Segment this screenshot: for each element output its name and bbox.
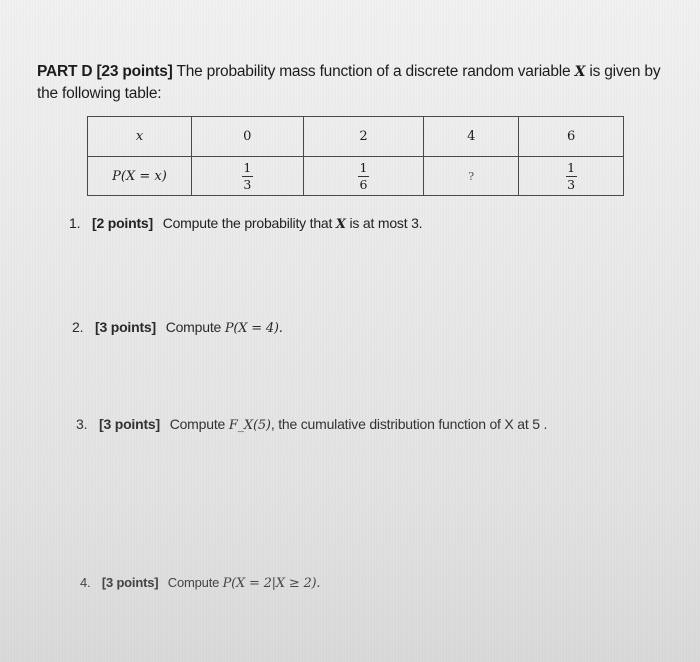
question-points: [3 points] — [94, 319, 156, 335]
numerator: 1 — [243, 159, 252, 175]
table-row-prob — [88, 157, 624, 196]
question-text: Compute — [165, 319, 222, 335]
question-points: [3 points] — [98, 416, 160, 432]
question-number: 1. — [69, 215, 81, 231]
prob-cell-unknown — [424, 157, 519, 196]
problem-intro — [37, 61, 667, 105]
denominator: 3 — [243, 176, 252, 192]
x-value: 2 — [303, 117, 424, 157]
denominator: 3 — [567, 176, 576, 192]
fraction — [566, 161, 577, 192]
x-value: 4 — [424, 117, 519, 157]
table-row-x — [88, 117, 624, 157]
question-number: 4. — [80, 575, 91, 590]
question-text: Compute — [169, 416, 226, 432]
denominator: 6 — [359, 176, 368, 192]
question-variable: X — [335, 217, 346, 232]
question-text: Compute — [167, 575, 220, 590]
prob-cell — [303, 157, 424, 196]
question-1 — [69, 215, 422, 232]
question-text-end: , the cumulative distribution function of X at 5 . — [270, 416, 548, 432]
x-value: 0 — [191, 117, 303, 157]
intro-text: The probability mass function of a discrete random variable — [176, 63, 571, 80]
intro-variable: X — [574, 64, 586, 80]
x-value: 6 — [519, 117, 624, 157]
question-points: [2 points] — [91, 215, 153, 231]
question-number: 2. — [72, 319, 84, 335]
question-number: 3. — [76, 416, 88, 432]
question-text-end: is at most 3. — [349, 215, 423, 231]
numerator: 1 — [359, 159, 368, 175]
fraction — [242, 161, 253, 192]
question-math: P(X = 4). — [224, 321, 283, 336]
row-header-x: x — [88, 117, 192, 157]
question-math: F_X(5) — [228, 418, 271, 433]
question-points: [3 points] — [101, 575, 159, 590]
intro-text-end: is given by the following table: — [37, 63, 661, 102]
pmf-table — [87, 116, 624, 196]
question-4 — [80, 575, 320, 591]
prob-cell — [519, 157, 624, 196]
question-3 — [76, 416, 547, 433]
question-2 — [72, 319, 283, 336]
numerator: 1 — [567, 159, 576, 175]
question-math: P(X = 2|X ≥ 2). — [222, 576, 321, 591]
fraction — [358, 161, 369, 192]
prob-cell — [191, 157, 303, 196]
unknown-mark: ? — [468, 169, 475, 183]
row-header-prob: P(X = x) — [88, 157, 192, 196]
question-text: Compute the probability that — [162, 215, 333, 231]
part-label: PART D [23 points] — [37, 63, 173, 80]
